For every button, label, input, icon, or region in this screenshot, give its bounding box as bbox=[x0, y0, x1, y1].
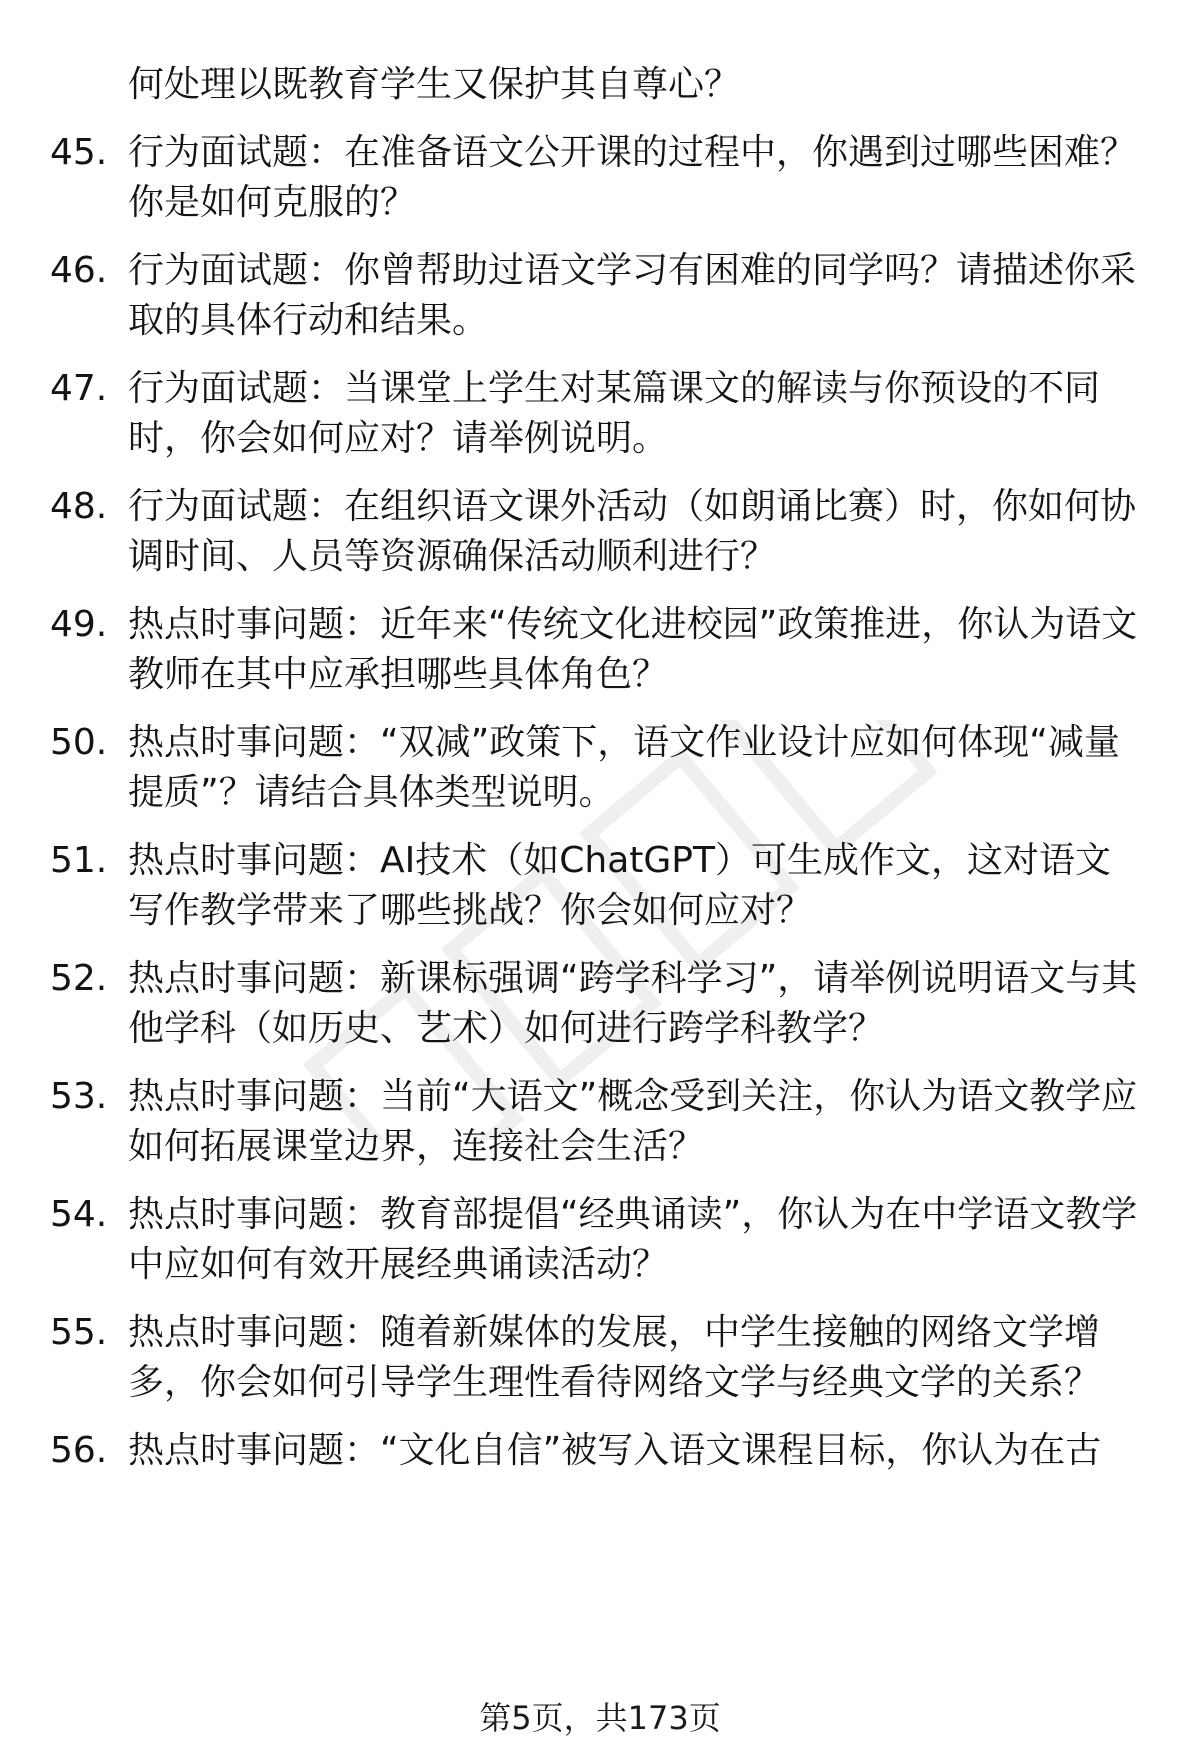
item-number: 55. bbox=[50, 1312, 108, 1353]
item-number: 48. bbox=[50, 486, 108, 527]
list-item bbox=[50, 718, 1150, 818]
item-text: 热点时事问题：近年来“传统文化进校园”政策推进，你认为语文教师在其中应承担哪些具体角色？ bbox=[128, 604, 1138, 695]
continuation-text: 何处理以既教育学生又保护其自尊心？ bbox=[128, 64, 741, 105]
item-text: 热点时事问题：教育部提倡“经典诵读”，你认为在中学语文教学中应如何有效开展经典诵读活动？ bbox=[128, 1194, 1138, 1285]
item-number: 45. bbox=[50, 132, 108, 173]
item-text: 热点时事问题：“文化自信”被写入语文课程目标，你认为在古 bbox=[128, 1430, 1102, 1471]
item-text: 行为面试题：在组织语文课外活动（如朗诵比赛）时，你如何协调时间、人员等资源确保活动顺利进行？ bbox=[128, 486, 1137, 577]
list-item bbox=[50, 128, 1150, 228]
item-number: 51. bbox=[50, 840, 108, 881]
list-item bbox=[50, 1426, 1150, 1476]
list-item bbox=[50, 954, 1150, 1054]
item-text: 热点时事问题：当前“大语文”概念受到关注，你认为语文教学应如何拓展课堂边界，连接社会生活？ bbox=[128, 1076, 1138, 1167]
item-number: 52. bbox=[50, 958, 108, 999]
list-item bbox=[50, 246, 1150, 346]
item-text: 行为面试题：在准备语文公开课的过程中，你遇到过哪些困难？你是如何克服的？ bbox=[128, 132, 1137, 223]
list-item bbox=[50, 364, 1150, 464]
page-footer: 第5页，共173页 bbox=[479, 1699, 721, 1737]
item-text: 热点时事问题：新课标强调“跨学科学习”，请举例说明语文与其他学科（如历史、艺术）如何进行跨学科教学？ bbox=[128, 958, 1138, 1049]
item-number: 49. bbox=[50, 604, 108, 645]
item-text: 热点时事问题：“双减”政策下，语文作业设计应如何体现“减量提质”？请结合具体类型说明。 bbox=[128, 722, 1120, 813]
list-item bbox=[50, 1308, 1150, 1408]
item-number: 56. bbox=[50, 1430, 108, 1471]
list-item bbox=[50, 836, 1150, 936]
list-item bbox=[50, 1072, 1150, 1172]
item-text: 热点时事问题：AI技术（如ChatGPT）可生成作文，这对语文写作教学带来了哪些挑战？你会如何应对？ bbox=[128, 840, 1111, 931]
item-number: 54. bbox=[50, 1194, 108, 1235]
list-item bbox=[50, 482, 1150, 582]
item-text: 热点时事问题：随着新媒体的发展，中学生接触的网络文学增多，你会如何引导学生理性看待网络文学与经典文学的关系？ bbox=[128, 1312, 1101, 1403]
list-item bbox=[50, 1190, 1150, 1290]
item-number: 47. bbox=[50, 368, 108, 409]
item-text: 行为面试题：你曾帮助过语文学习有困难的同学吗？请描述你采取的具体行动和结果。 bbox=[128, 250, 1137, 341]
list-item bbox=[50, 600, 1150, 700]
item-text: 行为面试题：当课堂上学生对某篇课文的解读与你预设的不同时，你会如何应对？请举例说明。 bbox=[128, 368, 1101, 459]
item-number: 53. bbox=[50, 1076, 108, 1117]
item-number: 50. bbox=[50, 722, 108, 763]
item-number: 46. bbox=[50, 250, 108, 291]
